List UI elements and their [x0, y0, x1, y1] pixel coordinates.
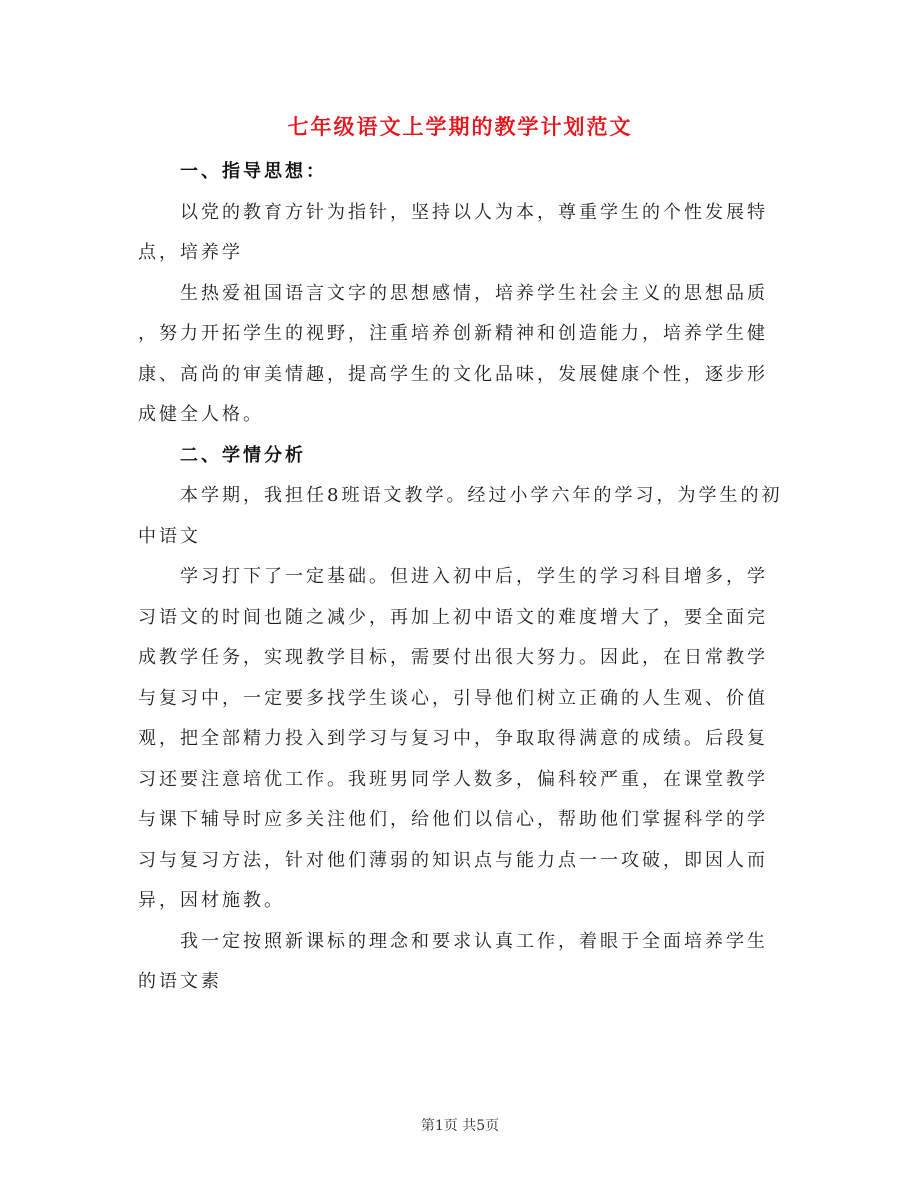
paragraph-line: 与复习中，一定要多找学生谈心，引导他们树立正确的人生观、价值 [138, 687, 768, 709]
paragraph-line: 学习打下了一定基础。但进入初中后，学生的学习科目增多，学 [180, 566, 768, 587]
section-heading-student-analysis: 二、学情分析 [180, 444, 306, 466]
page-number-footer: 第1页 共5页 [420, 1118, 500, 1134]
paragraph-line: 习还要注意培优工作。我班男同学人数多，偏科较严重，在课堂教学 [138, 768, 768, 790]
document-title: 七年级语文上学期的教学计划范文 [287, 114, 633, 139]
paragraph-line: 康、高尚的审美情趣，提高学生的文化品味，发展健康个性，逐步形 [138, 363, 768, 385]
paragraph-line: 习语文的时间也随之减少，再加上初中语文的难度增大了，要全面完 [138, 606, 768, 628]
paragraph-line: 异，因材施教。 [138, 890, 285, 911]
paragraph-line: 与课下辅导时应多关注他们，给他们以信心，帮助他们掌握科学的学 [138, 809, 768, 830]
document-body [138, 157, 783, 1008]
paragraph-line: 本学期，我担任8班语文教学。经过小学六年的学习，为学生的初 [180, 485, 783, 506]
paragraph-line: 成教学任务，实现教学目标，需要付出很大努力。因此，在日常教学 [138, 647, 768, 668]
paragraph-line: 中语文 [138, 525, 201, 547]
paragraph-line: ，努力开拓学生的视野，注重培养创新精神和创造能力，培养学生健 [138, 323, 768, 344]
paragraph-line: 以党的教育方针为指针，坚持以人为本，尊重学生的个性发展特 [180, 201, 768, 223]
paragraph-line: 我一定按照新课标的理念和要求认真工作，着眼于全面培养学生 [180, 930, 768, 952]
paragraph-line: 的语文素 [138, 971, 222, 992]
paragraph-line: 观，把全部精力投入到学习与复习中，争取取得满意的成绩。后段复 [138, 728, 768, 749]
paragraph-line: 成健全人格。 [138, 404, 264, 425]
paragraph-line: 习与复习方法，针对他们薄弱的知识点与能力点一一攻破，即因人而 [138, 849, 768, 871]
section-heading-guiding-ideology: 一、指导思想： [180, 161, 327, 182]
paragraph-line: 点，培养学 [138, 242, 243, 263]
paragraph-line: 生热爱祖国语言文字的思想感情，培养学生社会主义的思想品质 [180, 282, 768, 304]
